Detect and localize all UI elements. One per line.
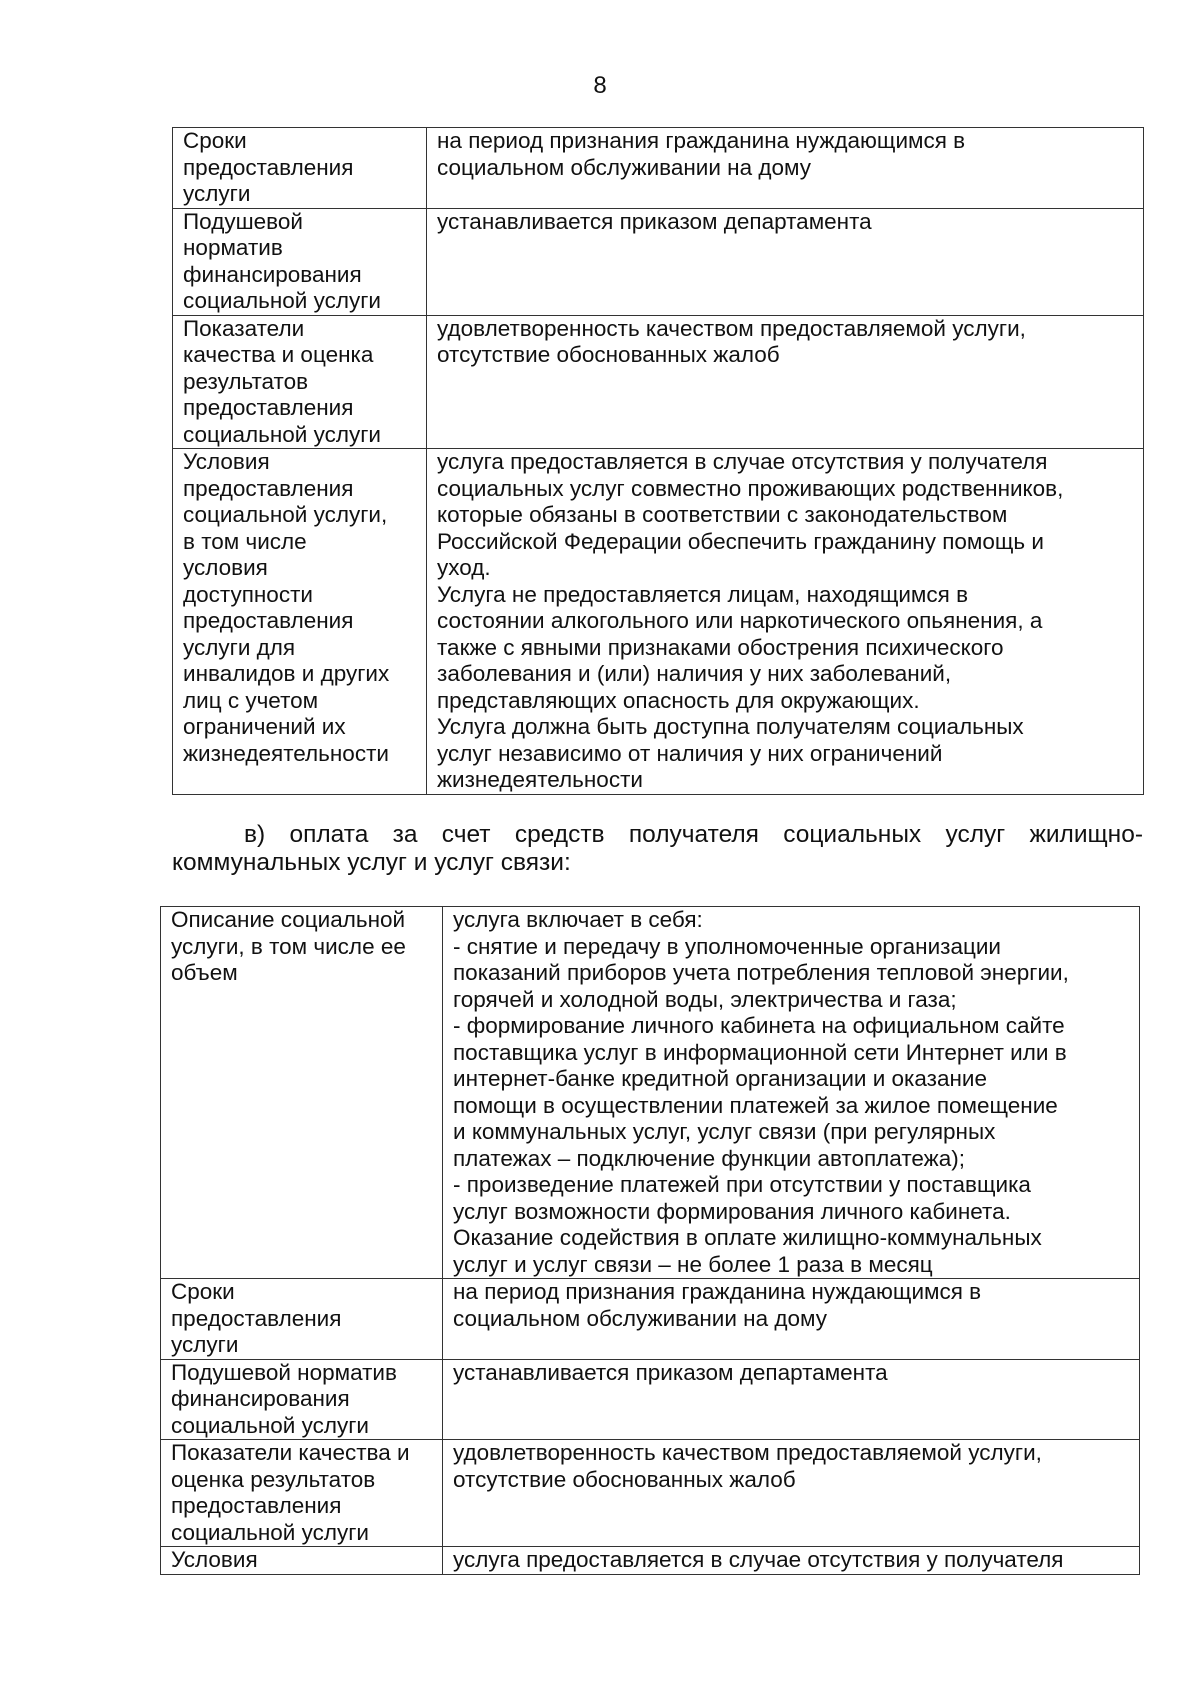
page-number: 8 — [593, 72, 607, 99]
row-label-conditions: Условия предоставления социальной услуги, в том числе условия доступности предоставления услуги для инвалидов и других лиц с учетом ограничений их жизнедеятельности — [173, 449, 427, 795]
row-value-conditions: услуга предоставляется в случае отсутствия у получателя социальных услуг совместно проживающих родственников, которые обязаны в соответствии с законодательством Российской Федерации обеспечить гражданину помощь и уход. Услуга не предоставляется лицам, находящимся в состоянии алкогольного или наркотического опьянения, а также с явными признаками обострения психического заболевания и (или) наличия у них заболеваний, представляющих опасность для окружающих. Услуга должна быть доступна получателям социальных услуг независимо от наличия у них ограничений жизнедеятельности — [427, 449, 1144, 795]
table-row — [173, 449, 1144, 795]
table-row — [161, 1359, 1140, 1440]
row-label-funding-norm: Подушевой норматив финансирования социальной услуги — [173, 208, 427, 315]
paragraph-text: в) оплата за счет средств получателя социальных услуг жилищно-коммунальных услуг и услуг связи: — [172, 821, 1143, 876]
table-row — [173, 315, 1144, 449]
row-value-quality-indicators: удовлетворенность качеством предоставляемой услуги, отсутствие обоснованных жалоб — [443, 1440, 1140, 1547]
row-value-funding-norm: устанавливается приказом департамента — [427, 208, 1144, 315]
utility-payment-service-table — [160, 906, 1140, 1575]
table-row — [161, 1547, 1140, 1575]
section-paragraph — [172, 821, 1143, 877]
row-label-funding-norm: Подушевой норматив финансирования социальной услуги — [161, 1359, 443, 1440]
row-value-funding-norm: устанавливается приказом департамента — [443, 1359, 1140, 1440]
table-row — [161, 1279, 1140, 1360]
table-row — [173, 128, 1144, 209]
row-label-terms: Сроки предоставления услуги — [173, 128, 427, 209]
row-label-quality-indicators: Показатели качества и оценка результатов предоставления социальной услуги — [173, 315, 427, 449]
row-value-description: услуга включает в себя: - снятие и передачу в уполномоченные организации показаний приборов учета потребления тепловой энергии, горячей и холодной воды, электричества и газа; - формирование личного кабинета на официальном сайте поставщика услуг в информационной сети Интернет или в интернет-банке кредитной организации и оказание помощи в осуществлении платежей за жилое помещение и коммунальных услуг, услуг связи (при регулярных платежах – подключение функции автоплатежа); - произведение платежей при отсутствии у поставщика услуг возможности формирования личного кабинета. Оказание содействия в оплате жилищно-коммунальных услуг и услуг связи – не более 1 раза в месяц — [443, 907, 1140, 1279]
service-table-continued — [172, 127, 1144, 795]
table-row — [161, 1440, 1140, 1547]
row-label-quality-indicators: Показатели качества и оценка результатов предоставления социальной услуги — [161, 1440, 443, 1547]
row-value-terms: на период признания гражданина нуждающимся в социальном обслуживании на дому — [443, 1279, 1140, 1360]
row-label-description: Описание социальной услуги, в том числе ее объем — [161, 907, 443, 1279]
row-value-quality-indicators: удовлетворенность качеством предоставляемой услуги, отсутствие обоснованных жалоб — [427, 315, 1144, 449]
row-value-conditions: услуга предоставляется в случае отсутствия у получателя — [443, 1547, 1140, 1575]
row-label-conditions: Условия — [161, 1547, 443, 1575]
table-row — [161, 907, 1140, 1279]
table-row — [173, 208, 1144, 315]
row-value-terms: на период признания гражданина нуждающимся в социальном обслуживании на дому — [427, 128, 1144, 209]
row-label-terms: Сроки предоставления услуги — [161, 1279, 443, 1360]
